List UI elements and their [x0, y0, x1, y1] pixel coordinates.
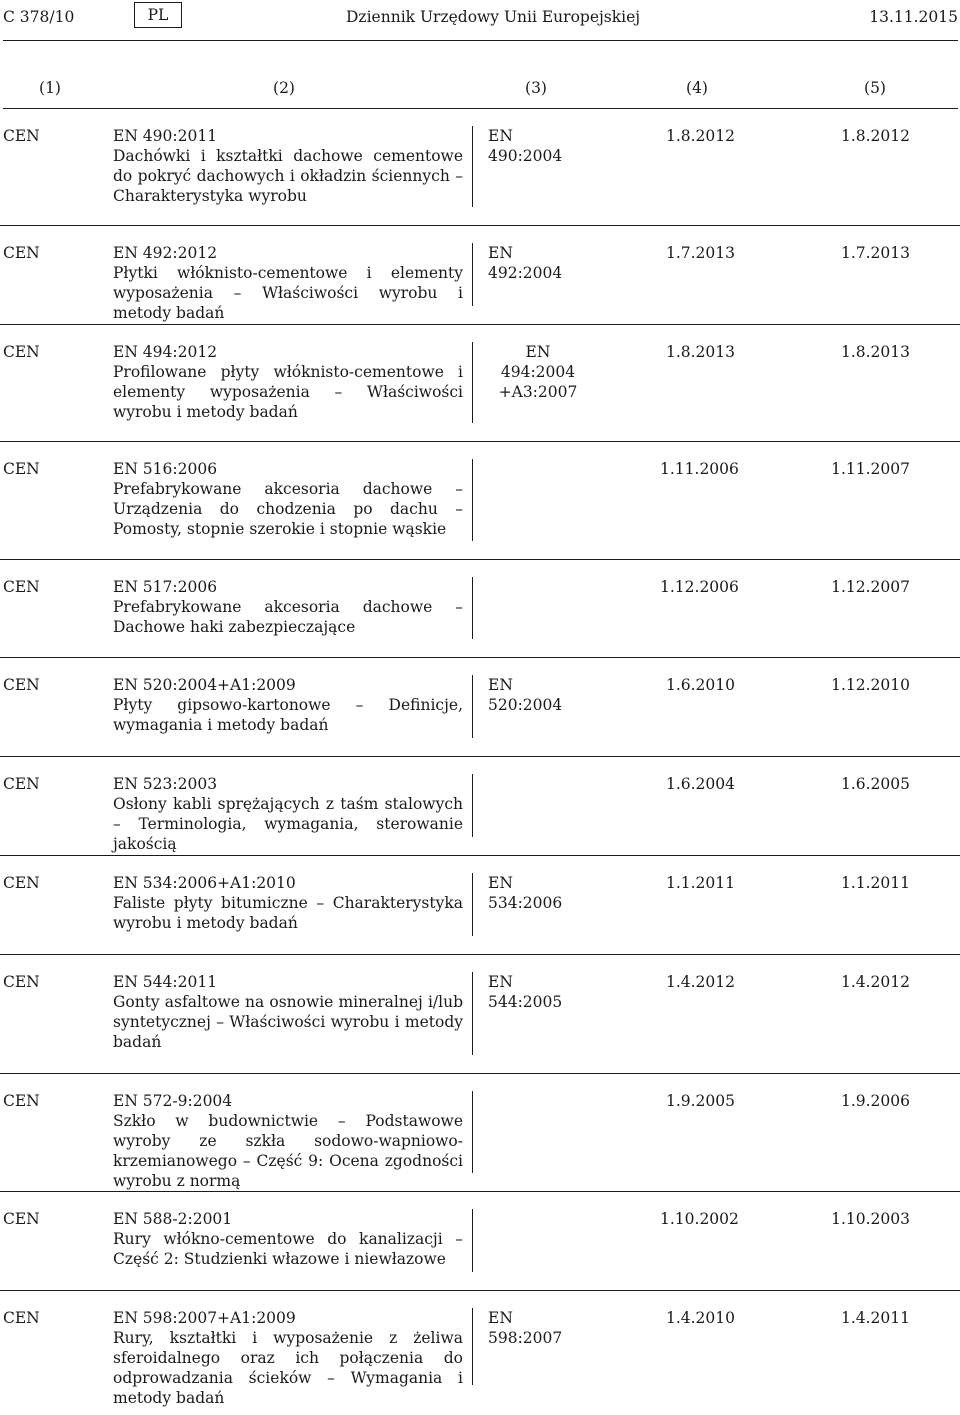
date-presumption-cell: 1.4.2012: [840, 973, 910, 991]
column-header-3: (3): [525, 79, 547, 97]
standard-cell: [113, 972, 463, 1052]
column-divider: [472, 342, 473, 423]
date-cessation-cell: 1.4.2012: [665, 973, 735, 991]
organisation-cell: CEN: [3, 1210, 40, 1228]
date-cessation-cell: 1.4.2010: [665, 1309, 735, 1327]
date-cessation-cell: 1.6.2010: [665, 676, 735, 694]
standard-cell: [113, 675, 463, 735]
date-cessation-cell: 1.6.2004: [665, 775, 735, 793]
table-row: [0, 855, 960, 955]
column-header-1: (1): [39, 79, 61, 97]
standard-reference: EN 516:2006: [113, 460, 218, 478]
superseded-standard-cell: EN 520:2004: [488, 676, 563, 714]
date-presumption-cell: 1.12.2007: [831, 578, 910, 596]
superseded-standard-cell: EN 494:2004 +A3:2007: [498, 343, 578, 401]
organisation-cell: CEN: [3, 874, 40, 892]
standard-cell: [113, 459, 463, 539]
superseded-standard-cell: EN 490:2004: [488, 127, 563, 165]
column-divider: [472, 972, 473, 1055]
standard-title: Faliste płyty bitumiczne – Charakterystyka wyrobu i metody badań: [113, 894, 463, 932]
column-divider: [472, 1308, 473, 1385]
standard-reference: EN 572-9:2004: [113, 1092, 233, 1110]
date-presumption-cell: 1.7.2013: [840, 244, 910, 262]
standard-cell: [113, 1308, 463, 1408]
standard-reference: EN 490:2011: [113, 127, 218, 145]
standard-cell: [113, 243, 463, 323]
standard-reference: EN 588-2:2001: [113, 1210, 233, 1228]
date-presumption-cell: 1.1.2011: [840, 874, 910, 892]
superseded-standard-cell: EN 544:2005: [488, 973, 563, 1011]
table-row: [0, 954, 960, 1074]
standard-title: Profilowane płyty włóknisto-cementowe i elementy wyposażenia – Właściwości wyrobu i metody badań: [113, 363, 463, 421]
table-row: [0, 441, 960, 560]
standard-reference: EN 517:2006: [113, 578, 218, 596]
table-row: [0, 1290, 960, 1407]
column-divider: [472, 126, 473, 207]
standard-reference: EN 492:2012: [113, 244, 218, 262]
date-presumption-cell: 1.10.2003: [831, 1210, 910, 1228]
organisation-cell: CEN: [3, 244, 40, 262]
date-presumption-cell: 1.11.2007: [831, 460, 910, 478]
standard-reference: EN 520:2004+A1:2009: [113, 676, 296, 694]
standard-title: Prefabrykowane akcesoria dachowe – Urządzenia do chodzenia po dachu – Pomosty, stopnie szerokie i stopnie wąskie: [113, 480, 463, 538]
header-divider: [3, 40, 958, 41]
table-row: [0, 756, 960, 856]
standard-reference: EN 534:2006+A1:2010: [113, 874, 296, 892]
table-row: [0, 324, 960, 442]
column-divider: [472, 675, 473, 738]
standard-title: Szkło w budownictwie – Podstawowe wyroby ze szkła sodowo-wapniowo-krzemianowego – Część 9: Ocena zgodności wyrobu z normą: [113, 1112, 463, 1190]
superseded-standard-cell: EN 598:2007: [488, 1309, 563, 1347]
column-divider: [472, 1091, 473, 1173]
standard-reference: EN 544:2011: [113, 973, 218, 991]
organisation-cell: CEN: [3, 127, 40, 145]
date-cessation-cell: 1.1.2011: [665, 874, 735, 892]
date-cessation-cell: 1.8.2012: [665, 127, 735, 145]
standard-title: Dachówki i kształtki dachowe cementowe do pokryć dachowych i okładzin ściennych – Charakterystyka wyrobu: [113, 147, 463, 205]
date-cessation-cell: 1.10.2002: [660, 1210, 739, 1228]
standard-cell: [113, 1209, 463, 1269]
standard-title: Osłony kabli sprężających z taśm stalowych – Terminologia, wymagania, sterowanie jakością: [113, 795, 463, 853]
date-presumption-cell: 1.4.2011: [840, 1309, 910, 1327]
organisation-cell: CEN: [3, 973, 40, 991]
standard-title: Rury, kształtki i wyposażenie z żeliwa sferoidalnego oraz ich połączenia do odprowadzania ścieków – Wymagania i metody badań: [113, 1329, 463, 1407]
standard-reference: EN 598:2007+A1:2009: [113, 1309, 296, 1327]
standard-reference: EN 494:2012: [113, 343, 218, 361]
column-header-2: (2): [273, 79, 295, 97]
date-cessation-cell: 1.12.2006: [660, 578, 739, 596]
date-cessation-cell: 1.11.2006: [660, 460, 739, 478]
column-divider: [472, 774, 473, 837]
table-row: [0, 1073, 960, 1192]
organisation-cell: CEN: [3, 578, 40, 596]
date-presumption-cell: 1.12.2010: [831, 676, 910, 694]
date-presumption-cell: 1.8.2013: [840, 343, 910, 361]
organisation-cell: CEN: [3, 1309, 40, 1327]
standard-cell: [113, 873, 463, 933]
column-header-5: (5): [864, 79, 886, 97]
language-badge: PL: [134, 2, 182, 28]
page-reference: C 378/10: [3, 8, 75, 26]
standard-cell: [113, 126, 463, 206]
date-presumption-cell: 1.6.2005: [840, 775, 910, 793]
superseded-standard-cell: EN 534:2006: [488, 874, 563, 912]
document-header: [0, 0, 960, 40]
date-presumption-cell: 1.9.2006: [840, 1092, 910, 1110]
column-header-4: (4): [686, 79, 708, 97]
column-divider: [472, 873, 473, 936]
column-divider: [472, 243, 473, 306]
table-row: [0, 225, 960, 325]
organisation-cell: CEN: [3, 460, 40, 478]
journal-title: Dziennik Urzędowy Unii Europejskiej: [346, 8, 641, 26]
standard-title: Rury włókno-cementowe do kanalizacji – Część 2: Studzienki włazowe i niewłazowe: [113, 1230, 463, 1268]
table-row: [0, 1191, 960, 1291]
column-divider: [472, 459, 473, 541]
standard-title: Płytki włóknisto-cementowe i elementy wyposażenia – Właściwości wyrobu i metody badań: [113, 264, 463, 322]
date-cessation-cell: 1.7.2013: [665, 244, 735, 262]
standard-cell: [113, 342, 463, 422]
column-divider: [472, 1209, 473, 1272]
standard-reference: EN 523:2003: [113, 775, 218, 793]
organisation-cell: CEN: [3, 343, 40, 361]
organisation-cell: CEN: [3, 1092, 40, 1110]
date-cessation-cell: 1.8.2013: [665, 343, 735, 361]
table-row: [0, 559, 960, 658]
publication-date: 13.11.2015: [869, 8, 958, 26]
standard-title: Prefabrykowane akcesoria dachowe – Dachowe haki zabezpieczające: [113, 598, 463, 636]
date-presumption-cell: 1.8.2012: [840, 127, 910, 145]
standard-title: Gonty asfaltowe na osnowie mineralnej i/lub syntetycznej – Właściwości wyrobu i metody badań: [113, 993, 463, 1051]
column-divider: [472, 577, 473, 639]
standard-title: Płyty gipsowo-kartonowe – Definicje, wymagania i metody badań: [113, 696, 463, 734]
date-cessation-cell: 1.9.2005: [665, 1092, 735, 1110]
table-row: [0, 657, 960, 757]
column-headers: [0, 78, 960, 98]
organisation-cell: CEN: [3, 775, 40, 793]
standard-cell: [113, 577, 463, 637]
superseded-standard-cell: EN 492:2004: [488, 244, 563, 282]
standard-cell: [113, 774, 463, 854]
organisation-cell: CEN: [3, 676, 40, 694]
standard-cell: [113, 1091, 463, 1191]
table-row: [0, 108, 960, 226]
